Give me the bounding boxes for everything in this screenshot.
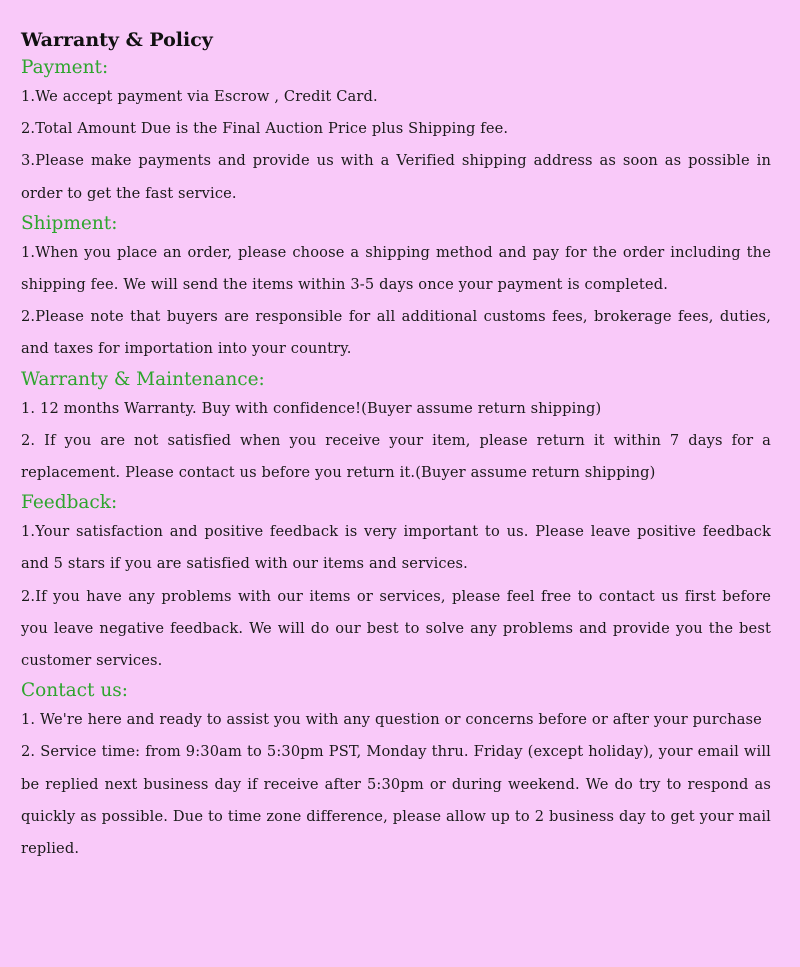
contact-paragraph-2: 2. Service time: from 9:30am to 5:30pm PST, Monday thru. Friday (except holiday), your email will be replied next business day if receive after 5:30pm or during weekend. We do try to respond as quickly as possible. Due to time zone difference, please allow up to 2 business day to get your mail replied. — [21, 743, 771, 858]
section-heading-shipment: Shipment: — [21, 212, 118, 234]
section-payment — [21, 54, 771, 210]
section-heading-feedback: Feedback: — [21, 492, 118, 514]
warranty-paragraph-2: 2. If you are not satisfied when you receive your item, please return it within 7 days for a replacement. Please contact us before you return it.(Buyer assume return shipping) — [21, 431, 771, 482]
section-feedback — [21, 489, 771, 677]
feedback-paragraph-2: 2.If you have any problems with our items or services, please feel free to contact us first before you leave negative feedback. We will do our best to solve any problems and provide you the best customer services. — [21, 587, 771, 670]
shipment-paragraph-2: 2.Please note that buyers are responsible for all additional customs fees, brokerage fees, duties, and taxes for importation into your country. — [21, 308, 771, 358]
section-heading-payment: Payment: — [21, 57, 109, 78]
payment-paragraph-3: 3.Please make payments and provide us with a Verified shipping address as soon as possible in order to get the fast service. — [21, 152, 771, 202]
page-title: Warranty & Policy — [21, 29, 213, 51]
section-heading-contact: Contact us: — [21, 680, 128, 702]
feedback-paragraph-1: 1.Your satisfaction and positive feedback is very important to us. Please leave positive feedback and 5 stars if you are satisfied with our items and services. — [21, 523, 771, 573]
section-shipment — [21, 210, 771, 366]
warranty-paragraph-1: 1. 12 months Warranty. Buy with confidence!(Buyer assume return shipping) — [21, 399, 602, 417]
payment-paragraph-1: 1.We accept payment via Escrow , Credit Card. — [21, 88, 378, 105]
section-heading-warranty: Warranty & Maintenance: — [21, 368, 265, 390]
shipment-paragraph-1: 1.When you place an order, please choose a shipping method and pay for the order including the shipping fee. We will send the items within 3-5 days once your payment is completed. — [21, 243, 771, 294]
payment-paragraph-2: 2.Total Amount Due is the Final Auction Price plus Shipping fee. — [21, 120, 509, 138]
contact-paragraph-1: 1. We're here and ready to assist you with any question or concerns before or after your purchase — [21, 711, 762, 729]
section-contact — [21, 677, 771, 865]
section-warranty — [21, 366, 771, 490]
